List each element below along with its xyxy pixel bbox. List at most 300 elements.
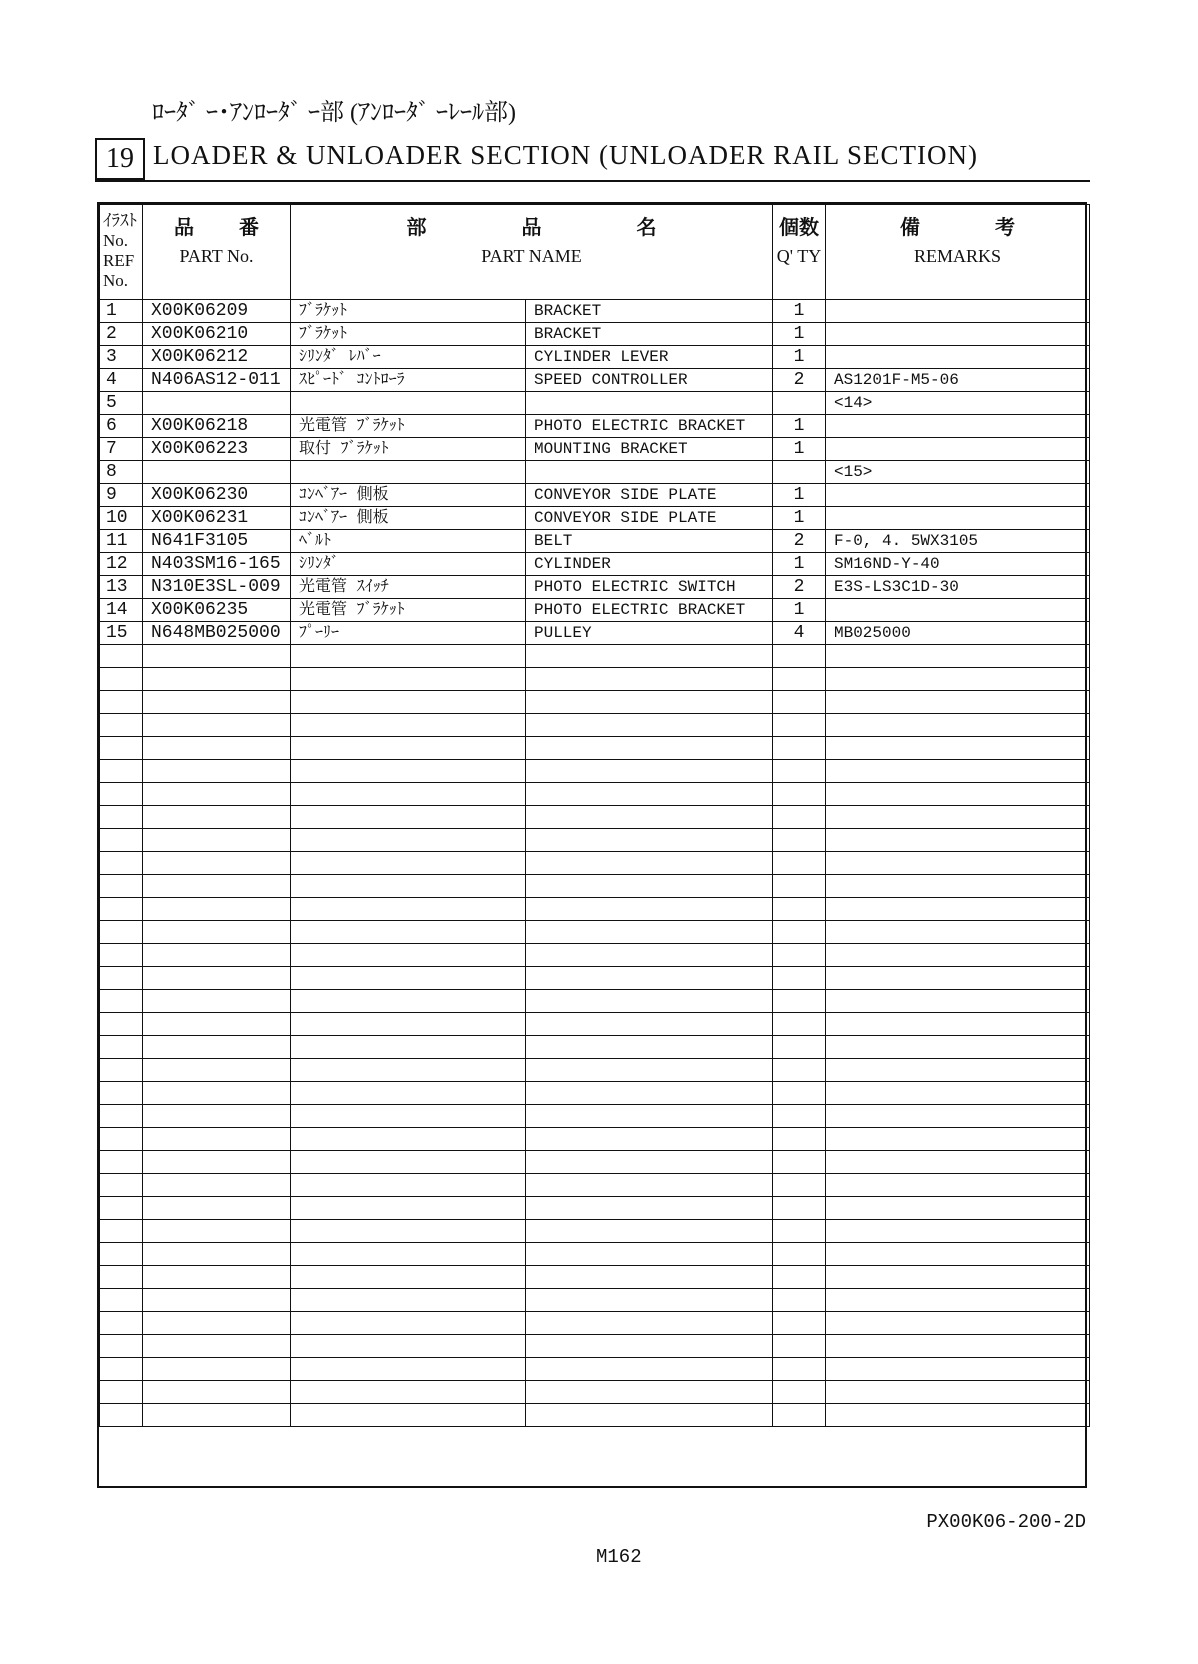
- cell-ref-no-empty: [100, 967, 143, 990]
- cell-ref-no: 2: [100, 323, 143, 346]
- cell-part-name-jp: ｺﾝﾍﾞｱｰ 側板: [291, 484, 526, 507]
- cell-ref-no-empty: [100, 875, 143, 898]
- cell-part-no-empty: [143, 1335, 291, 1358]
- empty-table-row: [100, 875, 1090, 898]
- cell-part-name-en-empty: [526, 691, 773, 714]
- cell-part-no-empty: [143, 1197, 291, 1220]
- table-row: [100, 461, 1090, 484]
- cell-remarks-empty: [826, 1266, 1090, 1289]
- cell-part-name-jp-empty: [291, 1036, 526, 1059]
- cell-qty-empty: [773, 829, 826, 852]
- cell-part-name-en-empty: [526, 760, 773, 783]
- cell-part-no: X00K06230: [143, 484, 291, 507]
- cell-qty: 4: [773, 622, 826, 645]
- empty-table-row: [100, 990, 1090, 1013]
- cell-part-name-en-empty: [526, 829, 773, 852]
- cell-part-name-jp-empty: [291, 898, 526, 921]
- cell-qty-empty: [773, 737, 826, 760]
- empty-table-row: [100, 668, 1090, 691]
- cell-part-name-en: BRACKET: [526, 300, 773, 323]
- header-part-no-jp: 品 番: [174, 217, 259, 239]
- cell-qty-empty: [773, 645, 826, 668]
- cell-qty: 1: [773, 438, 826, 461]
- empty-table-row: [100, 645, 1090, 668]
- cell-qty-empty: [773, 944, 826, 967]
- cell-part-name-en-empty: [526, 783, 773, 806]
- empty-table-row: [100, 760, 1090, 783]
- cell-part-name-jp-empty: [291, 806, 526, 829]
- cell-part-no: N406AS12-011: [143, 369, 291, 392]
- cell-ref-no-empty: [100, 1082, 143, 1105]
- empty-table-row: [100, 1013, 1090, 1036]
- cell-part-no-empty: [143, 944, 291, 967]
- cell-part-name-jp: ｼﾘﾝﾀﾞ ﾚﾊﾞｰ: [291, 346, 526, 369]
- cell-ref-no: 12: [100, 553, 143, 576]
- english-section-title: LOADER & UNLOADER SECTION (UNLOADER RAIL SECTION): [153, 140, 978, 170]
- cell-qty-empty: [773, 1381, 826, 1404]
- cell-part-name-jp-empty: [291, 829, 526, 852]
- cell-ref-no-empty: [100, 1243, 143, 1266]
- cell-qty-empty: [773, 668, 826, 691]
- cell-part-name-jp-empty: [291, 1358, 526, 1381]
- cell-ref-no-empty: [100, 737, 143, 760]
- section-number-box: 19: [95, 138, 145, 180]
- cell-part-name-jp-empty: [291, 714, 526, 737]
- cell-qty-empty: [773, 1197, 826, 1220]
- empty-table-row: [100, 691, 1090, 714]
- header-remarks: [826, 205, 1090, 300]
- cell-remarks: E3S-LS3C1D-30: [826, 576, 1090, 599]
- cell-part-name-jp: ｺﾝﾍﾞｱｰ 側板: [291, 507, 526, 530]
- header-qty-en: Q' TY: [776, 246, 822, 266]
- cell-part-name-jp-empty: [291, 1266, 526, 1289]
- cell-ref-no-empty: [100, 898, 143, 921]
- table-row: [100, 622, 1090, 645]
- cell-part-name-en-empty: [526, 1220, 773, 1243]
- empty-table-row: [100, 898, 1090, 921]
- cell-part-name-jp: 取付 ﾌﾞﾗｹｯﾄ: [291, 438, 526, 461]
- cell-ref-no-empty: [100, 1358, 143, 1381]
- empty-table-row: [100, 1220, 1090, 1243]
- cell-part-name-jp-empty: [291, 1013, 526, 1036]
- cell-ref-no-empty: [100, 1381, 143, 1404]
- table-row: [100, 484, 1090, 507]
- cell-qty: 1: [773, 553, 826, 576]
- cell-remarks: [826, 300, 1090, 323]
- cell-remarks-empty: [826, 714, 1090, 737]
- table-row: [100, 346, 1090, 369]
- empty-table-row: [100, 1266, 1090, 1289]
- cell-ref-no: 3: [100, 346, 143, 369]
- cell-part-no-empty: [143, 1082, 291, 1105]
- cell-qty: 1: [773, 599, 826, 622]
- cell-part-name-jp-empty: [291, 1289, 526, 1312]
- cell-part-no-empty: [143, 898, 291, 921]
- cell-remarks-empty: [826, 967, 1090, 990]
- empty-table-row: [100, 921, 1090, 944]
- cell-ref-no-empty: [100, 783, 143, 806]
- cell-qty-empty: [773, 875, 826, 898]
- cell-remarks: F-0, 4. 5WX3105: [826, 530, 1090, 553]
- cell-remarks-empty: [826, 921, 1090, 944]
- cell-part-name-jp-empty: [291, 1128, 526, 1151]
- table-row: [100, 438, 1090, 461]
- cell-ref-no-empty: [100, 806, 143, 829]
- cell-remarks-empty: [826, 1151, 1090, 1174]
- cell-part-name-jp-empty: [291, 1404, 526, 1427]
- cell-ref-no-empty: [100, 944, 143, 967]
- cell-part-name-jp: 光電管 ｽｲｯﾁ: [291, 576, 526, 599]
- cell-ref-no-empty: [100, 1335, 143, 1358]
- cell-qty: 1: [773, 507, 826, 530]
- cell-qty: 2: [773, 530, 826, 553]
- cell-remarks: SM16ND-Y-40: [826, 553, 1090, 576]
- cell-part-name-jp: 光電管 ﾌﾞﾗｹｯﾄ: [291, 415, 526, 438]
- cell-qty-empty: [773, 1036, 826, 1059]
- cell-part-no-empty: [143, 1059, 291, 1082]
- cell-ref-no-empty: [100, 1128, 143, 1151]
- cell-remarks-empty: [826, 1312, 1090, 1335]
- cell-qty-empty: [773, 1105, 826, 1128]
- cell-part-no-empty: [143, 1381, 291, 1404]
- cell-part-name-en-empty: [526, 1105, 773, 1128]
- cell-ref-no: 1: [100, 300, 143, 323]
- cell-part-name-en-empty: [526, 1174, 773, 1197]
- empty-table-row: [100, 806, 1090, 829]
- cell-ref-no-empty: [100, 645, 143, 668]
- cell-part-name-en: PHOTO ELECTRIC BRACKET: [526, 415, 773, 438]
- header-part-name-en: PART NAME: [481, 246, 582, 266]
- cell-remarks: <14>: [826, 392, 1090, 415]
- table-header-row: [100, 205, 1090, 300]
- cell-remarks-empty: [826, 875, 1090, 898]
- empty-table-row: [100, 829, 1090, 852]
- empty-table-row: [100, 1381, 1090, 1404]
- cell-remarks-empty: [826, 944, 1090, 967]
- cell-part-name-en: CYLINDER: [526, 553, 773, 576]
- cell-part-no: X00K06223: [143, 438, 291, 461]
- cell-part-name-jp-empty: [291, 737, 526, 760]
- cell-part-no-empty: [143, 875, 291, 898]
- cell-ref-no: 8: [100, 461, 143, 484]
- empty-table-row: [100, 1312, 1090, 1335]
- cell-part-name-jp-empty: [291, 1151, 526, 1174]
- cell-part-no: N641F3105: [143, 530, 291, 553]
- cell-part-name-jp-empty: [291, 1197, 526, 1220]
- cell-part-name-jp-empty: [291, 1220, 526, 1243]
- cell-part-name-en-empty: [526, 1312, 773, 1335]
- cell-part-name-en-empty: [526, 852, 773, 875]
- cell-part-no-empty: [143, 760, 291, 783]
- empty-table-row: [100, 737, 1090, 760]
- empty-table-row: [100, 967, 1090, 990]
- cell-remarks-empty: [826, 829, 1090, 852]
- empty-table-row: [100, 1289, 1090, 1312]
- empty-table-row: [100, 1059, 1090, 1082]
- cell-remarks-empty: [826, 1404, 1090, 1427]
- cell-qty-empty: [773, 1312, 826, 1335]
- cell-qty-empty: [773, 921, 826, 944]
- cell-qty-empty: [773, 852, 826, 875]
- cell-part-name-jp-empty: [291, 783, 526, 806]
- cell-ref-no: 15: [100, 622, 143, 645]
- cell-remarks-empty: [826, 1381, 1090, 1404]
- cell-part-no: X00K06235: [143, 599, 291, 622]
- cell-remarks-empty: [826, 1335, 1090, 1358]
- cell-part-no: [143, 392, 291, 415]
- cell-part-name-jp: ﾌﾟｰﾘｰ: [291, 622, 526, 645]
- table-row: [100, 530, 1090, 553]
- header-part-name-jp-1: 部: [406, 217, 427, 239]
- cell-remarks-empty: [826, 645, 1090, 668]
- cell-ref-no-empty: [100, 668, 143, 691]
- cell-part-name-en-empty: [526, 1059, 773, 1082]
- cell-part-name-en-empty: [526, 967, 773, 990]
- cell-qty-empty: [773, 783, 826, 806]
- cell-qty: 2: [773, 576, 826, 599]
- cell-part-name-jp: [291, 392, 526, 415]
- cell-remarks: [826, 484, 1090, 507]
- cell-part-no: X00K06209: [143, 300, 291, 323]
- cell-part-name-en-empty: [526, 1082, 773, 1105]
- cell-ref-no: 7: [100, 438, 143, 461]
- cell-part-name-en-empty: [526, 1358, 773, 1381]
- cell-remarks-empty: [826, 1220, 1090, 1243]
- cell-ref-no-empty: [100, 829, 143, 852]
- table-row: [100, 599, 1090, 622]
- cell-qty-empty: [773, 1013, 826, 1036]
- empty-table-row: [100, 1335, 1090, 1358]
- section-title-bar: [95, 138, 1090, 182]
- cell-qty-empty: [773, 1128, 826, 1151]
- cell-part-name-en-empty: [526, 1197, 773, 1220]
- cell-part-name-en-empty: [526, 645, 773, 668]
- cell-ref-no-empty: [100, 921, 143, 944]
- cell-ref-no-empty: [100, 990, 143, 1013]
- cell-part-no-empty: [143, 1289, 291, 1312]
- cell-part-no-empty: [143, 1174, 291, 1197]
- table-row: [100, 369, 1090, 392]
- cell-part-name-jp-empty: [291, 921, 526, 944]
- cell-part-no-empty: [143, 852, 291, 875]
- cell-remarks-empty: [826, 1036, 1090, 1059]
- cell-part-name-jp-empty: [291, 1105, 526, 1128]
- cell-part-name-en-empty: [526, 1404, 773, 1427]
- cell-ref-no: 6: [100, 415, 143, 438]
- cell-part-name-jp-empty: [291, 875, 526, 898]
- cell-part-name-en-empty: [526, 1036, 773, 1059]
- cell-qty: [773, 461, 826, 484]
- cell-part-name-en-empty: [526, 990, 773, 1013]
- cell-remarks-empty: [826, 1082, 1090, 1105]
- cell-remarks-empty: [826, 691, 1090, 714]
- empty-table-row: [100, 1036, 1090, 1059]
- cell-remarks-empty: [826, 668, 1090, 691]
- cell-remarks-empty: [826, 806, 1090, 829]
- cell-qty: 1: [773, 415, 826, 438]
- cell-part-no: N403SM16-165: [143, 553, 291, 576]
- empty-table-row: [100, 714, 1090, 737]
- table-row: [100, 507, 1090, 530]
- cell-part-name-jp-empty: [291, 1082, 526, 1105]
- table-row: [100, 415, 1090, 438]
- header-qty-jp: 個数: [779, 217, 819, 239]
- cell-part-name-en: PHOTO ELECTRIC BRACKET: [526, 599, 773, 622]
- header-qty: [773, 205, 826, 300]
- cell-part-name-en-empty: [526, 1243, 773, 1266]
- cell-part-name-en: PULLEY: [526, 622, 773, 645]
- cell-part-name-jp-empty: [291, 760, 526, 783]
- cell-part-name-jp-empty: [291, 1174, 526, 1197]
- cell-qty-empty: [773, 714, 826, 737]
- cell-qty: 1: [773, 484, 826, 507]
- cell-part-no-empty: [143, 1220, 291, 1243]
- cell-part-no: X00K06212: [143, 346, 291, 369]
- cell-remarks-empty: [826, 852, 1090, 875]
- cell-part-name-jp: [291, 461, 526, 484]
- table-row: [100, 576, 1090, 599]
- cell-part-no-empty: [143, 668, 291, 691]
- cell-ref-no-empty: [100, 1312, 143, 1335]
- cell-remarks-empty: [826, 898, 1090, 921]
- cell-part-no-empty: [143, 1013, 291, 1036]
- cell-remarks: AS1201F-M5-06: [826, 369, 1090, 392]
- cell-ref-no-empty: [100, 760, 143, 783]
- cell-part-no-empty: [143, 737, 291, 760]
- cell-qty-empty: [773, 1289, 826, 1312]
- cell-qty-empty: [773, 760, 826, 783]
- cell-ref-no-empty: [100, 691, 143, 714]
- cell-part-name-en-empty: [526, 898, 773, 921]
- cell-qty: 1: [773, 300, 826, 323]
- cell-part-name-en-empty: [526, 714, 773, 737]
- cell-part-no-empty: [143, 1151, 291, 1174]
- cell-qty-empty: [773, 1082, 826, 1105]
- cell-qty-empty: [773, 691, 826, 714]
- header-ref-no: [100, 205, 143, 300]
- cell-part-name-en-empty: [526, 668, 773, 691]
- table-row: [100, 300, 1090, 323]
- cell-part-name-jp: ﾍﾞﾙﾄ: [291, 530, 526, 553]
- cell-remarks-empty: [826, 1105, 1090, 1128]
- cell-part-name-jp-empty: [291, 1335, 526, 1358]
- cell-part-name-en-empty: [526, 1013, 773, 1036]
- cell-part-name-jp-empty: [291, 668, 526, 691]
- parts-table-body: [100, 300, 1090, 1427]
- cell-qty: [773, 392, 826, 415]
- cell-part-name-jp: ﾌﾞﾗｹｯﾄ: [291, 300, 526, 323]
- cell-qty-empty: [773, 1059, 826, 1082]
- cell-qty: 1: [773, 346, 826, 369]
- cell-part-name-en: CONVEYOR SIDE PLATE: [526, 484, 773, 507]
- cell-part-name-en: BELT: [526, 530, 773, 553]
- cell-part-name-en-empty: [526, 737, 773, 760]
- cell-qty-empty: [773, 1220, 826, 1243]
- cell-qty-empty: [773, 967, 826, 990]
- header-ref-no-label: No.: [103, 231, 129, 250]
- cell-part-name-en-empty: [526, 1128, 773, 1151]
- cell-part-name-en-empty: [526, 1335, 773, 1358]
- cell-ref-no-empty: [100, 1174, 143, 1197]
- header-part-name-jp: [299, 211, 764, 240]
- cell-part-name-en-empty: [526, 944, 773, 967]
- cell-ref-no: 5: [100, 392, 143, 415]
- cell-ref-no-empty: [100, 1289, 143, 1312]
- cell-part-no-empty: [143, 806, 291, 829]
- empty-table-row: [100, 1197, 1090, 1220]
- cell-qty-empty: [773, 1335, 826, 1358]
- cell-part-name-jp-empty: [291, 852, 526, 875]
- empty-table-row: [100, 1243, 1090, 1266]
- cell-remarks-empty: [826, 1013, 1090, 1036]
- cell-remarks: [826, 346, 1090, 369]
- cell-part-name-en-empty: [526, 875, 773, 898]
- cell-part-name-jp-empty: [291, 1381, 526, 1404]
- cell-part-name-jp-empty: [291, 944, 526, 967]
- cell-part-no-empty: [143, 990, 291, 1013]
- parts-list-table: [99, 204, 1090, 1427]
- cell-part-no-empty: [143, 1266, 291, 1289]
- cell-part-no-empty: [143, 1312, 291, 1335]
- empty-table-row: [100, 1128, 1090, 1151]
- cell-remarks-empty: [826, 990, 1090, 1013]
- cell-remarks-empty: [826, 1243, 1090, 1266]
- cell-part-no-empty: [143, 1243, 291, 1266]
- cell-part-name-jp-empty: [291, 967, 526, 990]
- cell-qty-empty: [773, 1404, 826, 1427]
- cell-part-no-empty: [143, 1128, 291, 1151]
- empty-table-row: [100, 1082, 1090, 1105]
- cell-qty-empty: [773, 1151, 826, 1174]
- empty-table-row: [100, 944, 1090, 967]
- cell-part-name-jp: ｽﾋﾟｰﾄﾞ ｺﾝﾄﾛｰﾗ: [291, 369, 526, 392]
- empty-table-row: [100, 1404, 1090, 1427]
- cell-remarks: [826, 415, 1090, 438]
- cell-qty-empty: [773, 1174, 826, 1197]
- cell-part-name-en: CONVEYOR SIDE PLATE: [526, 507, 773, 530]
- cell-remarks-empty: [826, 1358, 1090, 1381]
- cell-part-name-en: BRACKET: [526, 323, 773, 346]
- cell-part-name-en: CYLINDER LEVER: [526, 346, 773, 369]
- cell-part-no-empty: [143, 967, 291, 990]
- cell-part-no-empty: [143, 829, 291, 852]
- cell-qty-empty: [773, 1266, 826, 1289]
- empty-table-row: [100, 1358, 1090, 1381]
- cell-remarks: MB025000: [826, 622, 1090, 645]
- cell-part-name-en: SPEED CONTROLLER: [526, 369, 773, 392]
- cell-qty-empty: [773, 898, 826, 921]
- cell-ref-no-empty: [100, 714, 143, 737]
- cell-part-name-jp-empty: [291, 645, 526, 668]
- cell-part-name-jp-empty: [291, 1059, 526, 1082]
- empty-table-row: [100, 852, 1090, 875]
- cell-ref-no-empty: [100, 1151, 143, 1174]
- cell-qty: 1: [773, 323, 826, 346]
- cell-part-no-empty: [143, 921, 291, 944]
- cell-part-name-en-empty: [526, 1151, 773, 1174]
- cell-remarks-empty: [826, 1059, 1090, 1082]
- cell-ref-no-empty: [100, 1197, 143, 1220]
- cell-remarks: [826, 599, 1090, 622]
- cell-part-no-empty: [143, 1358, 291, 1381]
- header-part-name: [291, 205, 773, 300]
- cell-qty-empty: [773, 806, 826, 829]
- cell-part-no: X00K06210: [143, 323, 291, 346]
- header-ref-en: REF: [103, 251, 135, 270]
- cell-remarks-empty: [826, 1289, 1090, 1312]
- cell-part-name-en-empty: [526, 1381, 773, 1404]
- cell-remarks: <15>: [826, 461, 1090, 484]
